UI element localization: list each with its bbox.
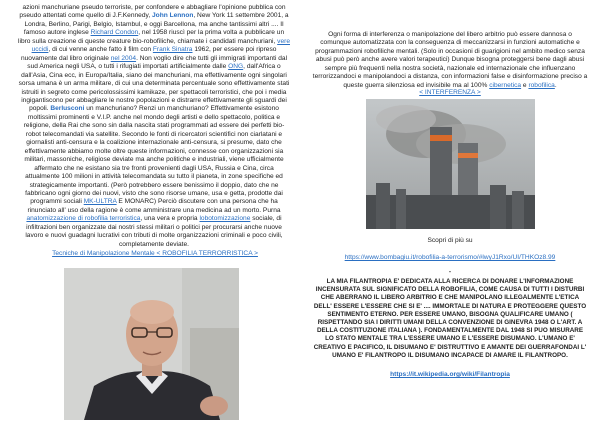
left-link-1[interactable]: John Lennon xyxy=(152,12,194,20)
right-link-1[interactable]: cibernetica xyxy=(489,81,522,89)
video-thumbnail[interactable] xyxy=(64,268,239,420)
left-text-18: , una vera e propria xyxy=(140,215,200,223)
right-text-2: e xyxy=(521,81,529,89)
left-text-12: , dall'Africa o dall'Asia, Cina ecc, in Europa/Italia, siano dei manchuriani, ma effettivamente ogni singolari sorsa umana è un arma militare, di cui una determinata percentuale sono effettivamente stati istruiti in segreto come pericolossissimi kamikaze, per spettacoli terroristici, che poi i media ingigantiscono per abbagliare le nostre popolazioni e distrarre effettivamente gli sguardi dei popoli. xyxy=(18,63,290,113)
left-link-17[interactable]: anatomizzazione di robofilia terroristica xyxy=(26,215,141,223)
man-portrait-image xyxy=(64,268,239,420)
right-text-0: Ogni forma di interferenza o manipolazione del libero arbitrio può essere dannosa o comunque automatizzata con la conseguenza di meccanizzarsi in funzioni automatiche e programmazioni robofiliche mentali. (Solo in occasioni di guarigioni nel ambito medico senza abusi può però anche avere valori terapeutici) Dunque bisogna proteggersi bene dagli abusi sempre più frequenti nella nostra società, nazionale ed internazionale che influenzano terrorizzandoci e manipolandoci a distanza, con informazioni false e disinformazione preciso a queste guerra silenziosa ed invisibile ma al 100% xyxy=(312,31,588,89)
left-body-text xyxy=(18,4,290,249)
left-text-8: 1962, per essere poi ripreso nuovamente dal libro originale xyxy=(20,46,277,62)
wikipedia-link[interactable]: https://it.wikipedia.org/wiki/Filantropia xyxy=(390,371,510,378)
left-link-19[interactable]: lobotomizzazione xyxy=(199,215,251,223)
scopri-label: Scopri di più su xyxy=(427,237,473,244)
left-text-0: azioni manchuriane pseudo terroriste, per confondere e abbagliare l'opinione pubblica con pseudo attentati come quello di J.F.Kennedy, xyxy=(19,4,286,20)
left-text-6: , di cui venne anche fatto il film con xyxy=(48,46,153,54)
left-text-2: , New York 11 settembre 2001, a Londra, Berlino, Parigi, Belgio, Istambul, e oggi Barcellona, ma anche tantissimi altri .... Il famoso autore inglese xyxy=(23,12,289,37)
youtube-url-link[interactable]: https://www.bombagiu.it/robofilia-a-terrorismo/#lwyJ1Rxo/UI/THKOz8.99 xyxy=(344,254,556,261)
left-link-9[interactable]: nel 2004 xyxy=(110,54,137,62)
left-text-14: un manchuriano? Renzi un manchuriano? Effettivamente esistono moltissimi prominenti e V.I.P. anche nel mondo degli artisti e dello spettacolo, politica e religione, della Rai che sono sin dalla nascita stati programmati ad essere dei perfetti bio-robot telecomandati via satellite. Secondo le fonti di ricercatori scientifici non ciarlatani e giornalisti anti-censura e la coalizione internazionale anti-censura, si presume, dato che effettivamente abbiamo molte oltre queste informazioni, connesse con organizzazioni sia militari, massoniche, religiose deviate ma anche politiche e industriali, viene ufficialmente affermato che ne esistano sia tre fronti provenienti dagli USA, Russia e Cina, circa attualmente 100 milioni in attività telecomandata su tutto il pianeta, in zone specifiche ed strategicamente importanti. (Però potrebbero essere benissimo il doppio, dato che ne fabbricano ogni giorno dei nuovi, visto che sono risorse umane, usa e getta, prodotte dai programmi sociali xyxy=(23,105,285,206)
manifesto-text: LA MIA FILANTROPIA E' DEDICATA ALLA RICERCA DI DONARE L'INFORMAZIONE INCENSURATA SUL SIGNIFICATO DELLA ROBOFILIA, COME CAUSA DI TUTTI I DISTURBI CHE ABERRANO IL LIBERO ARBITRIO E CHE MANIPOLANO ILLEGALMENTE L'ETICA DELL' ESSERE L'ESSERE CHE SI E' .... IMMORTALE DI NATURA E PROTEGGERE QUESTO SENTIMENTO ETERNO. PER ESSERE UMANO, BISOGNA QUALIFICARE UMANO ( RISPETTANDO SIA I DIRITTI UMANI DELLA CONVENZIONE DI GINEVRA 1948 O L'ART. A DELLA COSTITUZIONE ITALIANA ). FONDAMENTALMENTE DAL 1948 SI PUO MISURARE LO STATO MENTALE TRA L'ESSERE UMANO E L'ESSERE DISUMANO. L'UMANO E' CREATIVO E PACIFICO, IL DISUMANO E' DISTRUTTIVO E AMANTE DEI GUERRAFONDAI L' UMANO E' FILANTROPO IL DISUMANO INCAPACE DI AMARE IL FILANTROPO. xyxy=(313,278,587,359)
left-link-5[interactable]: vere uccidi xyxy=(31,37,290,54)
left-link-7[interactable]: Frank Sinatra xyxy=(152,46,193,54)
left-text-4: , nel 1958 riuscì per la prima volta a pubblicare un libro sulla creazione di queste creature bio-robofiliche, chiamate i candidati manchuriani, xyxy=(18,29,285,45)
left-link-13[interactable]: Berlusconi xyxy=(50,105,85,113)
video-caption-link[interactable]: Tecniche di Manipolazione Mentale < ROBOFILIA TERRORRISTICA > xyxy=(52,250,258,257)
left-link-15[interactable]: MK-ULTRA xyxy=(83,198,117,206)
wtc-towers-image xyxy=(366,99,535,229)
left-text-10: . Non voglio dire che tutti gli immigrati importanti dal sud America negli USA, o tutti i rifugiati importati artificialmente dalle xyxy=(27,54,288,71)
left-link-3[interactable]: Richard Condon xyxy=(90,29,139,37)
photo-container xyxy=(366,99,535,229)
left-link-11[interactable]: ONG xyxy=(228,63,244,71)
right-body-text xyxy=(312,31,588,90)
right-link-3[interactable]: robofilica xyxy=(528,81,555,89)
interferenza-link[interactable]: < INTERFERENZA > xyxy=(419,89,481,96)
right-text-4: . xyxy=(554,81,557,89)
separator-dash: - xyxy=(448,267,452,276)
left-text-20: sociale, di infiltrazioni ben organizzate dai nostri stessi militari o politici per procurarsi anche nuove lavoro e nuovi guadagni lucrativi con tributi di molte organizzazioni criminali e poco civili, completamente deviate. xyxy=(25,215,283,248)
left-text-16: E MONARC) Perciò discutere con una persona che ha rinunciato all' uso della ragione è come amministrare una medicina ad un morto. Purna xyxy=(27,198,281,214)
